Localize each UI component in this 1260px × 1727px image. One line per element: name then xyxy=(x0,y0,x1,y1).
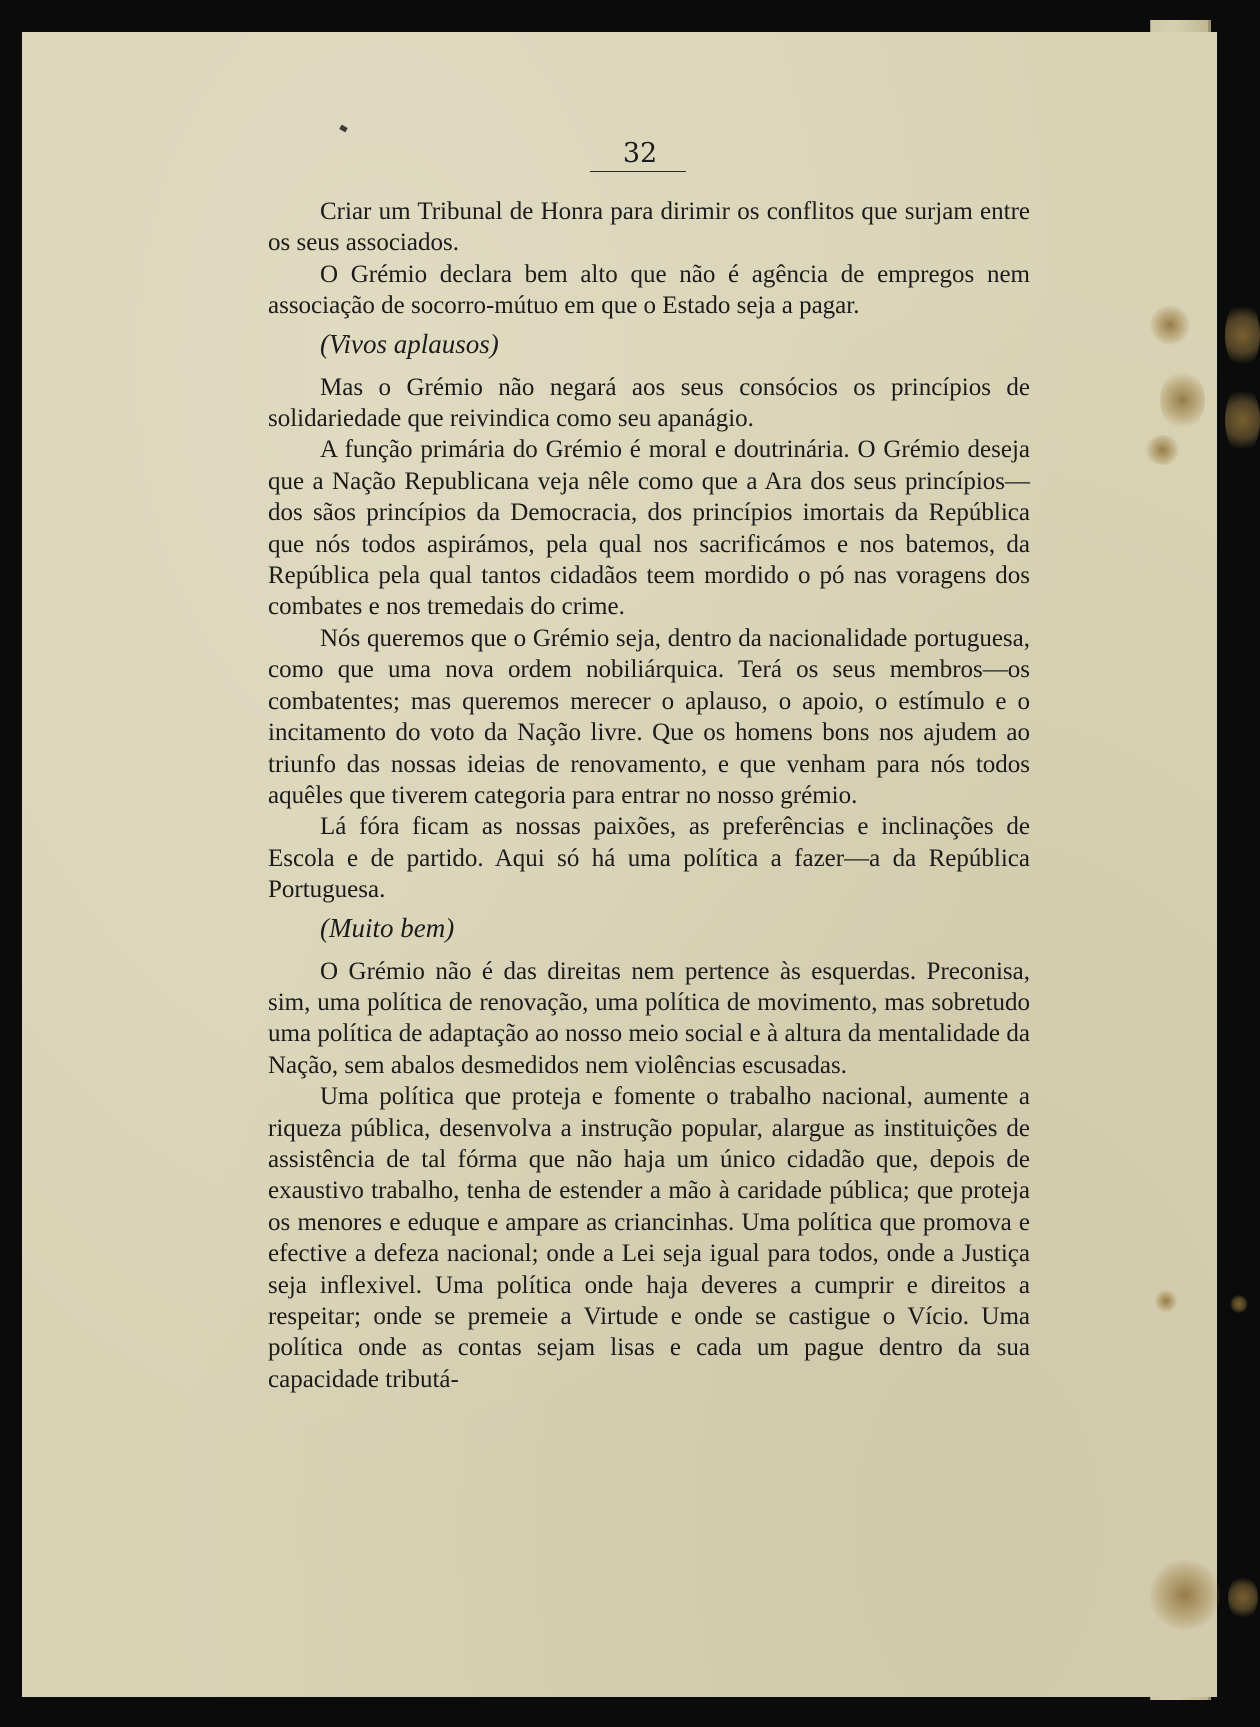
paragraph: Mas o Grémio não negará aos seus consócios os princípios de solidariedade que reivindica como seu apanágio. xyxy=(268,373,1030,433)
paragraph: Lá fóra ficam as nossas paixões, as preferências e inclinações de Escola e de partido. Aqui só há uma política a fazer—a da República Portuguesa. xyxy=(268,813,1030,904)
paragraph: A função primária do Grémio é moral e doutrinária. O Grémio deseja que a Nação Republicana veja nêle como que a Ara dos seus princípios—dos sãos princípios da Democracia, dos princípios imortais da República que nós todos aspirámos, pela qual nos sacrificámos e nos batemos, da República pela qual tantos cidadãos teem mordido o pó nas voragens dos combates e nos tremedais do crime. xyxy=(268,436,1030,621)
paper-stain xyxy=(1150,1560,1220,1630)
paper-stain xyxy=(1230,1295,1248,1313)
paragraph: Uma política que proteja e fomente o trabalho nacional, aumente a riqueza pública, desenvolva a instrução popular, alargue as instituições de assistência de tal fórma que não haja um único cidadão que, depois de exaustivo trabalho, tenha de estender a mão à caridade pública; que proteja os menores e eduque e ampare as criancinhas. Uma política que promova e efective a defeza nacional; onde a Lei seja igual para todos, onde a Justiça seja inflexivel. Uma política onde haja deveres a cumprir e direitos a respeitar; onde se premeie a Virtude e onde se castigue o Vício. Uma política onde as contas sejam lisas e cada um pague dentro da sua capacidade tributá- xyxy=(268,1083,1030,1393)
page-number: 32 xyxy=(622,138,658,169)
paragraph: O Grémio não é das direitas nem pertence às esquerdas. Preconisa, sim, uma política de renovação, uma política de movimento, mas sobretudo uma política de adaptação ao nosso meio social e à altura da mentalidade da Nação, sem abalos desmedidos nem violências escusadas. xyxy=(268,957,1030,1079)
paper-stain xyxy=(1150,305,1190,345)
paper-stain xyxy=(1160,370,1205,430)
page-body-text xyxy=(268,196,1030,1395)
paper-stain xyxy=(1228,1575,1258,1620)
paragraph: Criar um Tribunal de Honra para dirimir os conflitos que surjam entre os seus associados. xyxy=(268,198,1030,257)
paper-stain xyxy=(1225,385,1260,455)
paper-stain xyxy=(1145,435,1180,465)
paragraph: Nós queremos que o Grémio seja, dentro da nacionalidade portuguesa, como que uma nova ordem nobiliárquica. Terá os seus membros—os combatentes; mas queremos merecer o aplauso, o apoio, o estímulo e o incitamento do voto da Nação livre. Que os homens bons nos ajudem ao triunfo das nossas ideias de renovamento, e que venham para nós todos aquêles que tiverem categoria para entrar no nosso grémio. xyxy=(268,624,1030,809)
applause-note: (Vivos aplausos) xyxy=(320,328,499,359)
paper-stain xyxy=(1225,300,1260,370)
paper-stain xyxy=(1155,1290,1177,1312)
page-number-rule xyxy=(590,171,686,172)
applause-note: (Muito bem) xyxy=(320,912,455,943)
paragraph: O Grémio declara bem alto que não é agência de empregos nem associação de socorro-mútuo em que o Estado seja a pagar. xyxy=(268,260,1030,320)
